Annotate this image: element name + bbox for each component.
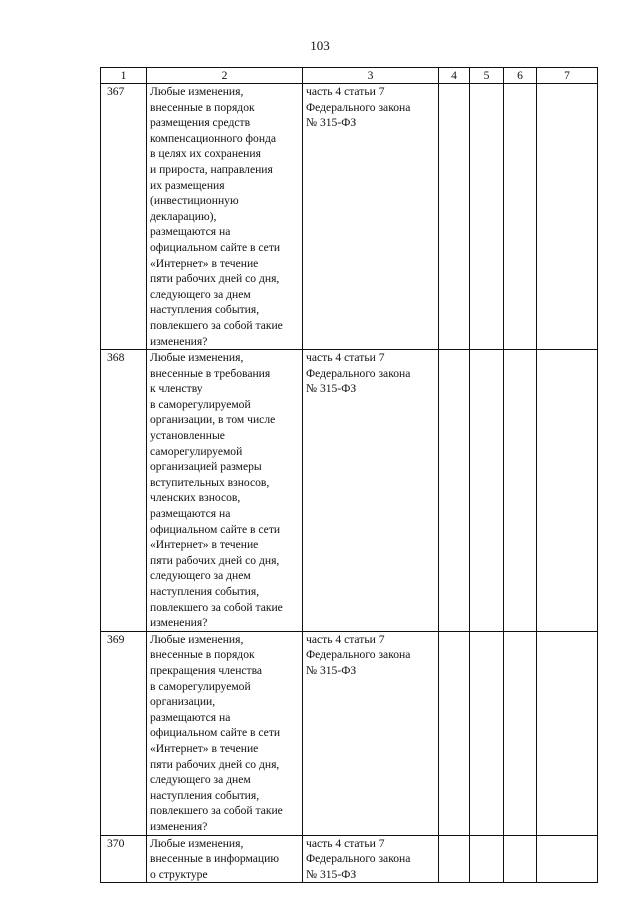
question-text-line: размещения средств — [150, 116, 251, 130]
answer-cell-col-4 — [439, 350, 470, 632]
question-text-line: установленные — [150, 429, 225, 443]
answer-cell-col-6 — [504, 84, 537, 350]
question-text-line: следующего за днем — [150, 773, 251, 787]
question-text-line: «Интернет» в течение — [150, 538, 259, 552]
question-text-line: Любые изменения, — [150, 85, 244, 98]
legal-reference-line: Федерального закона — [306, 366, 411, 380]
column-header: 4 — [439, 68, 470, 84]
answer-cell-col-5 — [470, 835, 504, 883]
legal-reference-line: Федерального закона — [306, 648, 411, 662]
question-text-line: членских взносов, — [150, 491, 241, 505]
table-row — [101, 350, 598, 632]
answer-cell-col-6 — [504, 631, 537, 835]
question-text-line: компенсационного фонда — [150, 131, 277, 145]
question-text-line: декларацию), — [150, 209, 217, 223]
question-text-line: в саморегулируемой — [150, 397, 251, 411]
question-text-line: следующего за днем — [150, 569, 251, 583]
column-header: 2 — [147, 68, 303, 84]
answer-cell-col-7 — [537, 631, 598, 835]
legal-reference-line: № 315-ФЗ — [306, 382, 357, 396]
question-text-line: размещаются на — [150, 710, 231, 724]
question-text-line: в саморегулируемой — [150, 679, 251, 693]
question-text-line: пяти рабочих дней со дня, — [150, 757, 280, 771]
legal-reference-line: Федерального закона — [306, 100, 411, 114]
column-header: 5 — [470, 68, 504, 84]
question-text-line: официальном сайте в сети — [150, 726, 281, 740]
question-text-line: «Интернет» в течение — [150, 741, 259, 755]
legal-reference-line: часть 4 статьи 7 — [306, 351, 385, 365]
legal-reference-line: часть 4 статьи 7 — [306, 836, 385, 850]
legal-reference-line: № 315-ФЗ — [306, 116, 357, 130]
legal-reference-cell — [303, 350, 439, 632]
question-text-line: внесенные в требования — [150, 366, 271, 380]
question-text-line: саморегулируемой — [150, 444, 243, 458]
answer-cell-col-7 — [537, 84, 598, 350]
question-text-line: организации, — [150, 695, 216, 709]
question-text-line: пяти рабочих дней со дня, — [150, 553, 280, 567]
answer-cell-col-5 — [470, 631, 504, 835]
question-text-line: пяти рабочих дней со дня, — [150, 272, 280, 286]
question-text-line: их размещения — [150, 178, 225, 192]
question-text-line: внесенные в информацию — [150, 852, 279, 866]
legal-reference-line: Федерального закона — [306, 852, 411, 866]
question-text-line: Любые изменения, — [150, 632, 244, 646]
legal-reference-cell — [303, 631, 439, 835]
table-row — [101, 631, 598, 835]
question-text-line: прекращения членства — [150, 663, 263, 677]
answer-cell-col-5 — [470, 84, 504, 350]
question-text-line: наступления события, — [150, 585, 260, 598]
legal-reference-line: часть 4 статьи 7 — [306, 632, 385, 646]
legal-reference-cell — [303, 84, 439, 350]
legal-reference-line: часть 4 статьи 7 — [306, 85, 385, 98]
answer-cell-col-4 — [439, 835, 470, 883]
column-header: 7 — [537, 68, 598, 84]
answer-cell-col-7 — [537, 350, 598, 632]
table-row — [101, 835, 598, 883]
question-text-line: внесенные в порядок — [150, 648, 255, 662]
row-number-cell: 368 — [101, 350, 147, 632]
question-text-line: повлекшего за собой такие — [150, 804, 283, 818]
answer-cell-col-5 — [470, 350, 504, 632]
column-header: 6 — [504, 68, 537, 84]
row-number-cell: 370 — [101, 835, 147, 883]
answer-cell-col-6 — [504, 835, 537, 883]
question-text-line: официальном сайте в сети — [150, 240, 281, 254]
question-text-line: изменения? — [150, 334, 208, 348]
question-text-line: вступительных взносов, — [150, 475, 270, 489]
question-cell — [147, 631, 303, 835]
table-row — [101, 84, 598, 350]
question-text-line: (инвестиционную — [150, 194, 239, 208]
requirements-table — [100, 67, 598, 883]
answer-cell-col-7 — [537, 835, 598, 883]
question-text-line: Любые изменения, — [150, 836, 244, 850]
question-cell — [147, 350, 303, 632]
table-header-row — [101, 68, 598, 84]
question-text-line: повлекшего за собой такие — [150, 318, 283, 332]
question-text-line: Любые изменения, — [150, 351, 244, 365]
column-header: 3 — [303, 68, 439, 84]
question-text-line: «Интернет» в течение — [150, 256, 259, 270]
question-cell — [147, 835, 303, 883]
question-text-line: изменения? — [150, 616, 208, 630]
question-text-line: организацией размеры — [150, 460, 262, 474]
answer-cell-col-4 — [439, 631, 470, 835]
legal-reference-line: № 315-ФЗ — [306, 867, 357, 881]
question-text-line: размещаются на — [150, 225, 231, 239]
question-text-line: изменения? — [150, 819, 208, 833]
legal-reference-cell — [303, 835, 439, 883]
question-text-line: к членству — [150, 382, 203, 396]
answer-cell-col-4 — [439, 84, 470, 350]
question-cell — [147, 84, 303, 350]
row-number-cell: 367 — [101, 84, 147, 350]
question-text-line: о структуре — [150, 867, 208, 881]
legal-reference-line: № 315-ФЗ — [306, 663, 357, 677]
question-text-line: официальном сайте в сети — [150, 522, 281, 536]
answer-cell-col-6 — [504, 350, 537, 632]
question-text-line: повлекшего за собой такие — [150, 600, 283, 614]
page-number: 103 — [310, 38, 330, 53]
row-number-cell: 369 — [101, 631, 147, 835]
question-text-line: в целях их сохранения — [150, 147, 261, 161]
question-text-line: размещаются на — [150, 507, 231, 521]
question-text-line: наступления события, — [150, 303, 260, 317]
question-text-line: и прироста, направления — [150, 162, 273, 176]
question-text-line: следующего за днем — [150, 287, 251, 301]
question-text-line: организации, в том числе — [150, 413, 276, 427]
question-text-line: наступления события, — [150, 788, 260, 802]
column-header: 1 — [101, 68, 147, 84]
question-text-line: внесенные в порядок — [150, 100, 255, 114]
